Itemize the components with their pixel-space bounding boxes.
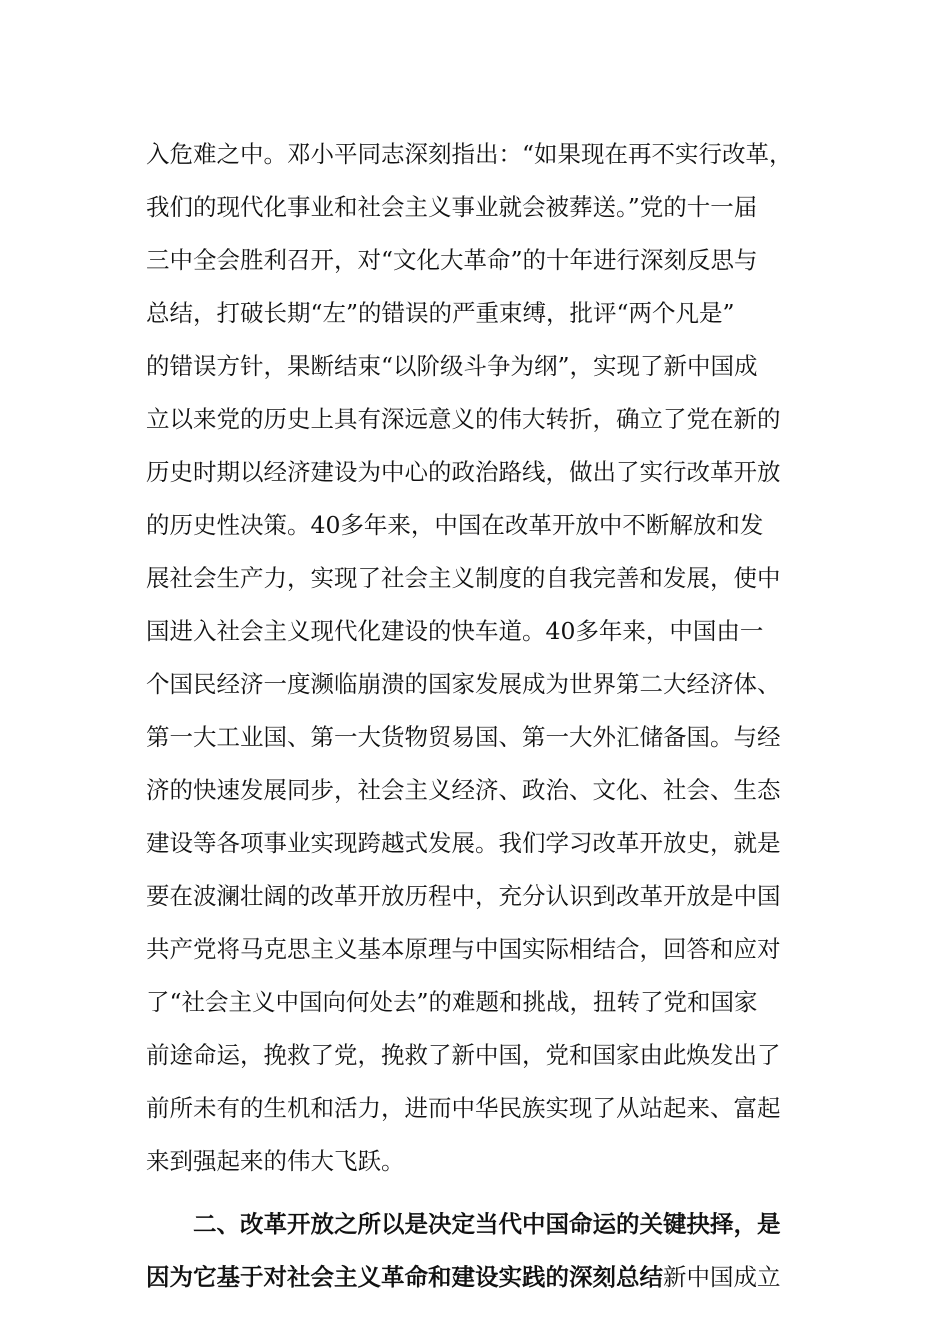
section-heading-line	[146, 1198, 826, 1251]
text-line: 总结，打破长期“左”的错误的严重束缚，批评“两个凡是”	[146, 299, 735, 327]
section-heading-line	[146, 1251, 826, 1304]
text-line: 来到强起来的伟大飞跃。	[146, 1147, 405, 1175]
text-line: 历史时期以经济建设为中心的政治路线，做出了实行改革开放	[146, 458, 781, 486]
text-line: 个国民经济一度濒临崩溃的国家发展成为世界第二大经济体、	[146, 670, 781, 698]
text-line: 的历史性决策。40多年来，中国在改革开放中不断解放和发	[146, 511, 764, 539]
text-line: 展社会生产力，实现了社会主义制度的自我完善和发展，使中	[146, 564, 781, 592]
paragraph-spacer	[146, 1188, 826, 1198]
section-heading: 因为它基于对社会主义革命和建设实践的深刻总结	[146, 1263, 663, 1291]
text-line: 了“社会主义中国向何处去”的难题和挑战，扭转了党和国家	[146, 988, 758, 1016]
text-line: 的错误方针，果断结束“以阶级斗争为纲”，实现了新中国成	[146, 352, 758, 380]
section-heading: 二、改革开放之所以是决定当代中国命运的关键抉择，是	[193, 1210, 781, 1238]
text-line: 国进入社会主义现代化建设的快车道。40多年来，中国由一	[146, 617, 764, 645]
text-line: 共产党将马克思主义基本原理与中国实际相结合，回答和应对	[146, 935, 781, 963]
text-line: 第一大工业国、第一大货物贸易国、第一大外汇储备国。与经	[146, 723, 781, 751]
body-text: 新中国成立	[663, 1263, 781, 1291]
text-line: 前途命运，挽救了党，挽救了新中国，党和国家由此焕发出了	[146, 1041, 781, 1069]
text-line: 我们的现代化事业和社会主义事业就会被葬送。”党的十一届	[146, 193, 758, 221]
text-line: 立以来党的历史上具有深远意义的伟大转折，确立了党在新的	[146, 405, 781, 433]
paragraph-1	[146, 128, 826, 1188]
text-line: 三中全会胜利召开，对“文化大革命”的十年进行深刻反思与	[146, 246, 758, 274]
document-body	[146, 128, 826, 1304]
text-line: 入危难之中。邓小平同志深刻指出：“如果现在再不实行改革，	[146, 140, 793, 168]
paragraph-2	[146, 1198, 826, 1304]
text-line: 济的快速发展同步，社会主义经济、政治、文化、社会、生态	[146, 776, 781, 804]
text-line: 建设等各项事业实现跨越式发展。我们学习改革开放史，就是	[146, 829, 781, 857]
text-line: 要在波澜壮阔的改革开放历程中，充分认识到改革开放是中国	[146, 882, 781, 910]
text-line: 前所未有的生机和活力，进而中华民族实现了从站起来、富起	[146, 1094, 781, 1122]
